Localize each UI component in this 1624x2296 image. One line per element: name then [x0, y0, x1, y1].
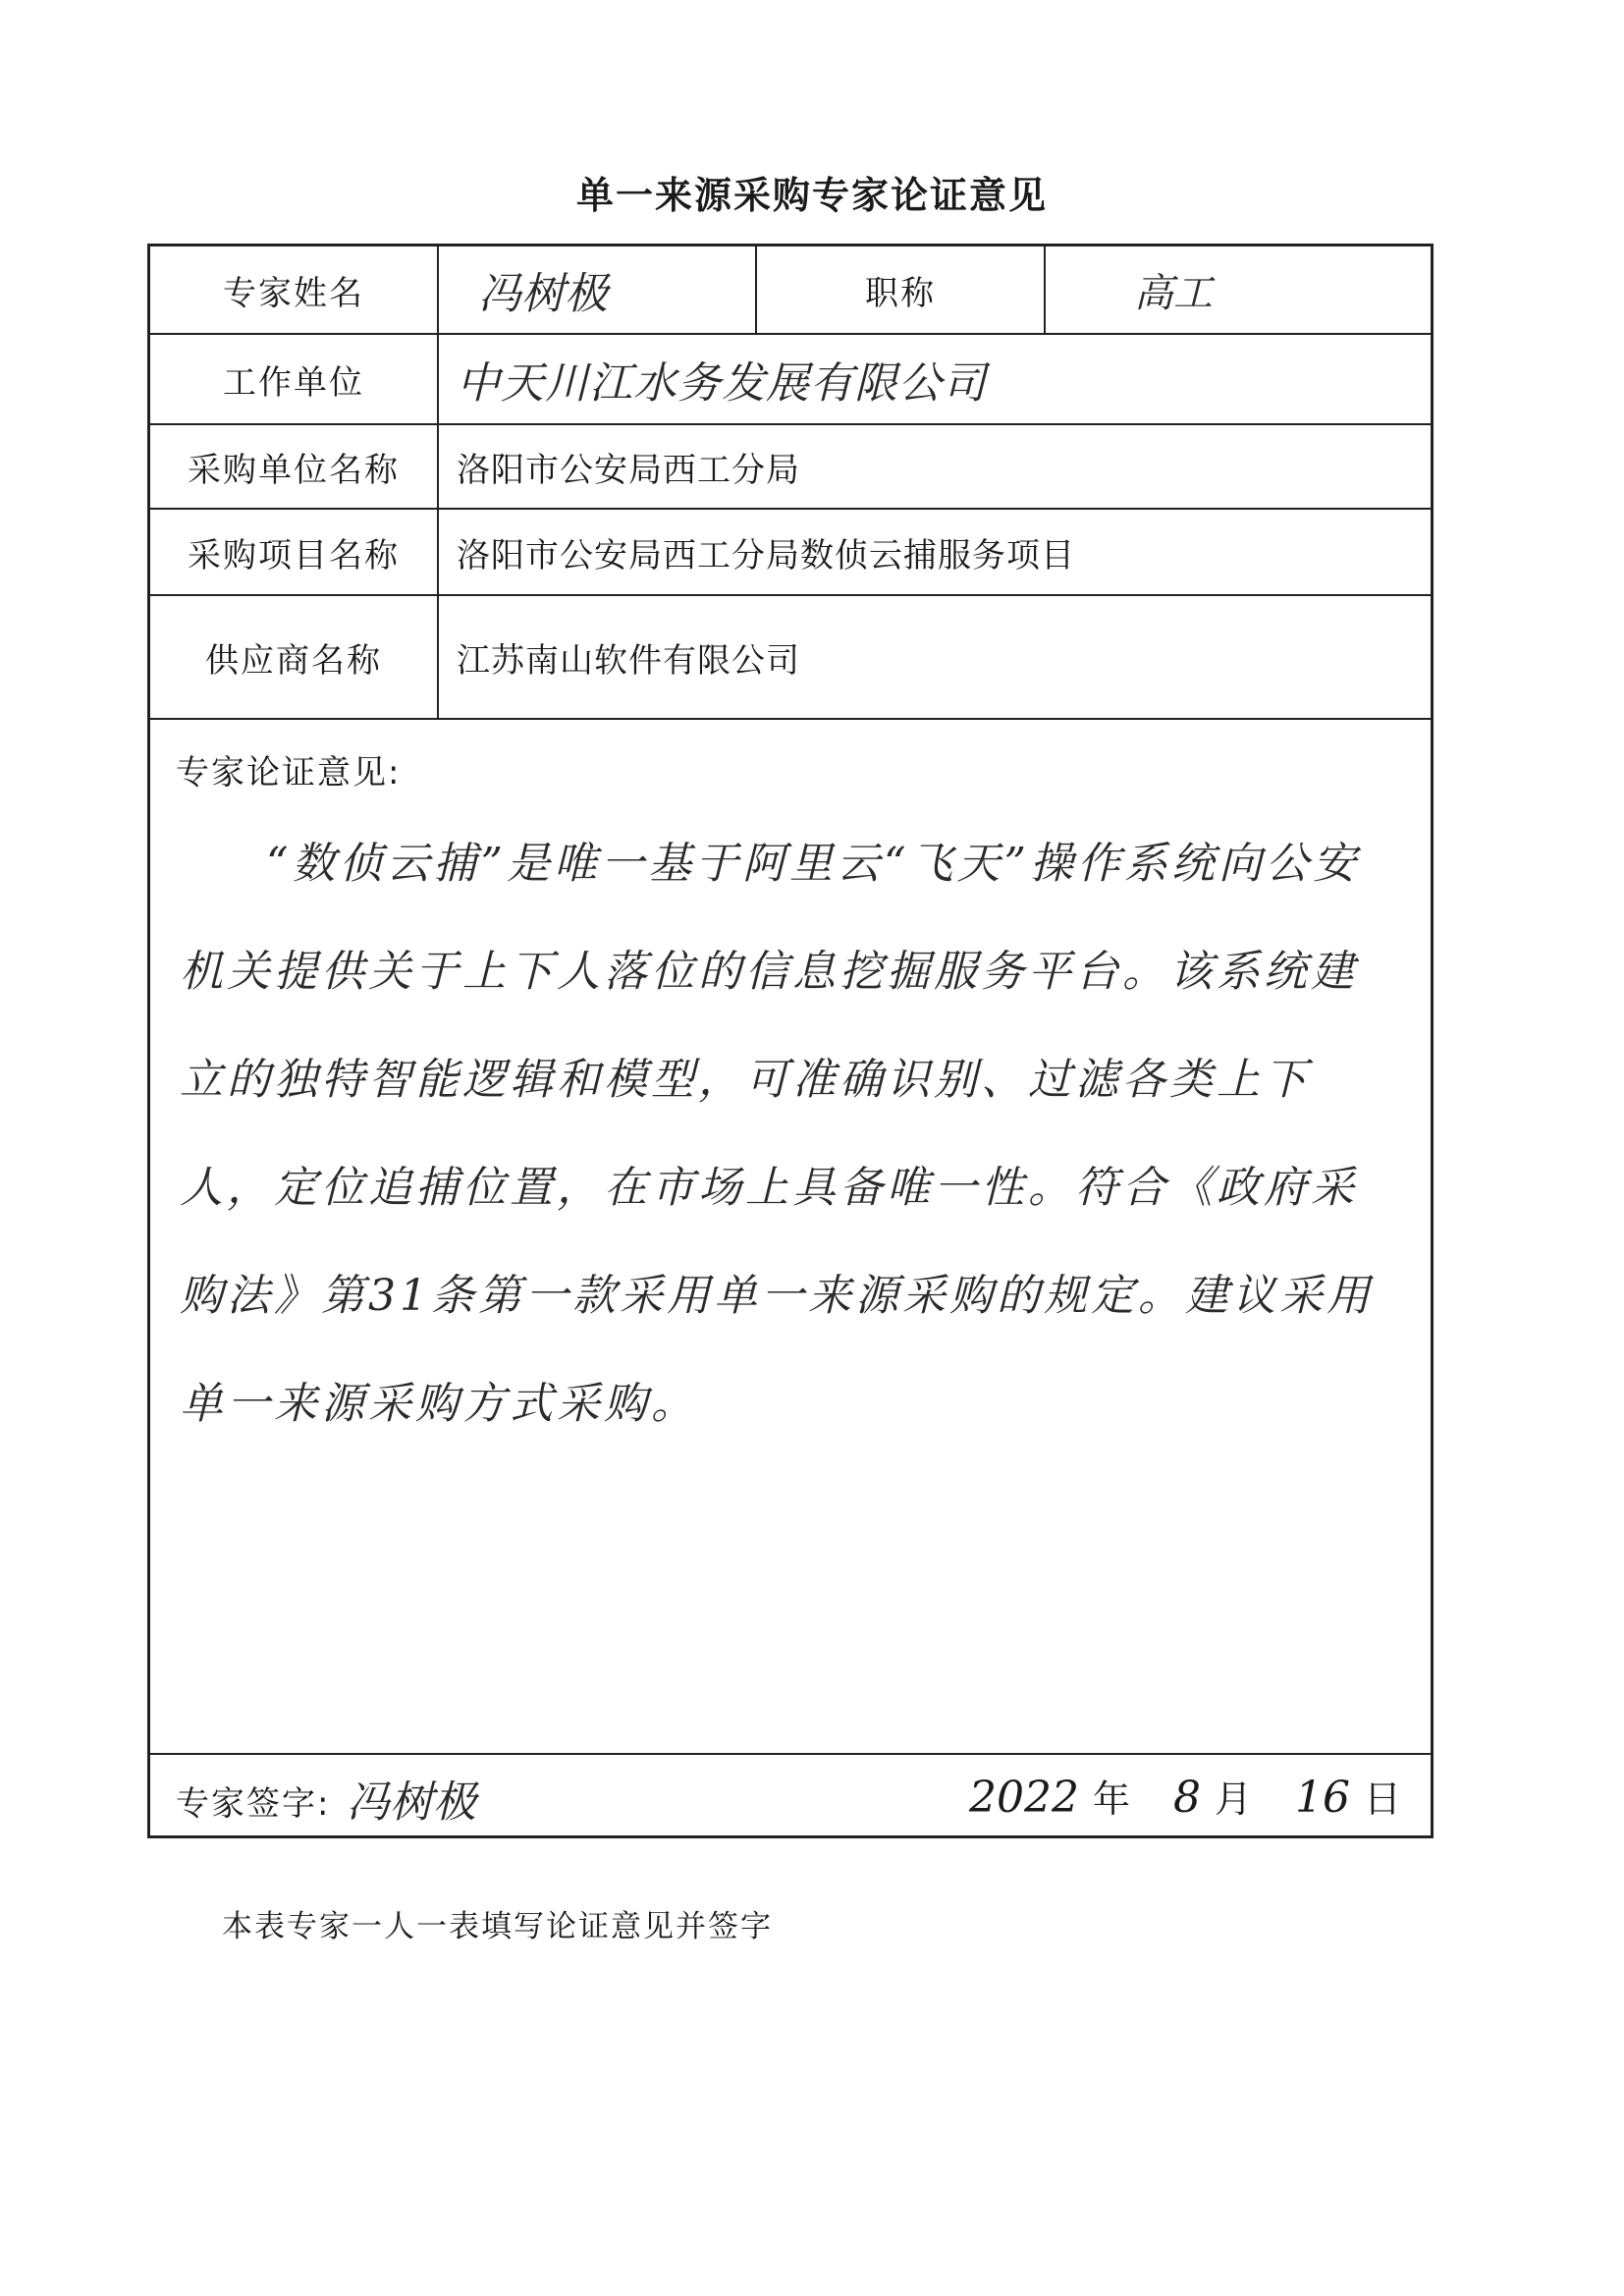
- opinion-label: 专家论证意见:: [176, 753, 402, 793]
- date-day: 16: [1294, 1773, 1350, 1823]
- row-work-unit: [150, 335, 1431, 425]
- job-title-value: 高工: [1134, 270, 1213, 316]
- supplier-label: 供应商名称: [150, 596, 439, 718]
- project-label: 采购项目名称: [150, 510, 439, 594]
- purchaser-value: 洛阳市公安局西工分局: [457, 450, 800, 490]
- work-unit-value: 中天川江水务发展有限公司: [457, 358, 987, 409]
- expert-name-value: 冯树极: [439, 246, 757, 333]
- date-month-unit: 月: [1214, 1777, 1252, 1821]
- supplier-value: 江苏南山软件有限公司: [457, 640, 800, 681]
- evaluation-form: [147, 244, 1434, 1838]
- signature-name: 冯树极: [347, 1777, 476, 1828]
- signature-label: 专家签字:: [176, 1784, 331, 1824]
- row-purchaser: [150, 425, 1431, 510]
- signature-row: [150, 1753, 1431, 1835]
- work-unit-label: 工作单位: [150, 335, 439, 423]
- row-project: [150, 510, 1431, 596]
- job-title-label: 职称: [757, 246, 1046, 333]
- purchaser-label: 采购单位名称: [150, 425, 439, 508]
- date-year: 2022: [968, 1773, 1079, 1823]
- project-value: 洛阳市公安局西工分局数侦云捕服务项目: [457, 535, 1075, 575]
- opinion-section: [150, 720, 1431, 1753]
- footnote: 本表专家一人一表填写论证意见并签字: [222, 1909, 773, 1944]
- row-supplier: [150, 596, 1431, 720]
- page-title: 单一来源采购专家论证意见: [575, 173, 1048, 217]
- signature-date: [969, 1769, 1401, 1823]
- opinion-text: “数侦云捕”是唯一基于阿里云“飞天”操作系统向公安机关提供关于上下人落位的信息挖掘服务平台。该系统建立的独特智能逻辑和模型，可准确识别、过滤各类上下人，定位追捕位置，在市场上具备唯一性。符合《政府采购法》第31条第一款采用单一来源采购的规定。建议采用单一来源采购方式采购。: [180, 839, 1374, 1429]
- date-month: 8: [1172, 1773, 1201, 1823]
- row-expert-name: [150, 246, 1431, 335]
- date-day-unit: 日: [1363, 1777, 1401, 1821]
- expert-name-label: 专家姓名: [150, 246, 439, 333]
- date-year-unit: 年: [1092, 1777, 1130, 1821]
